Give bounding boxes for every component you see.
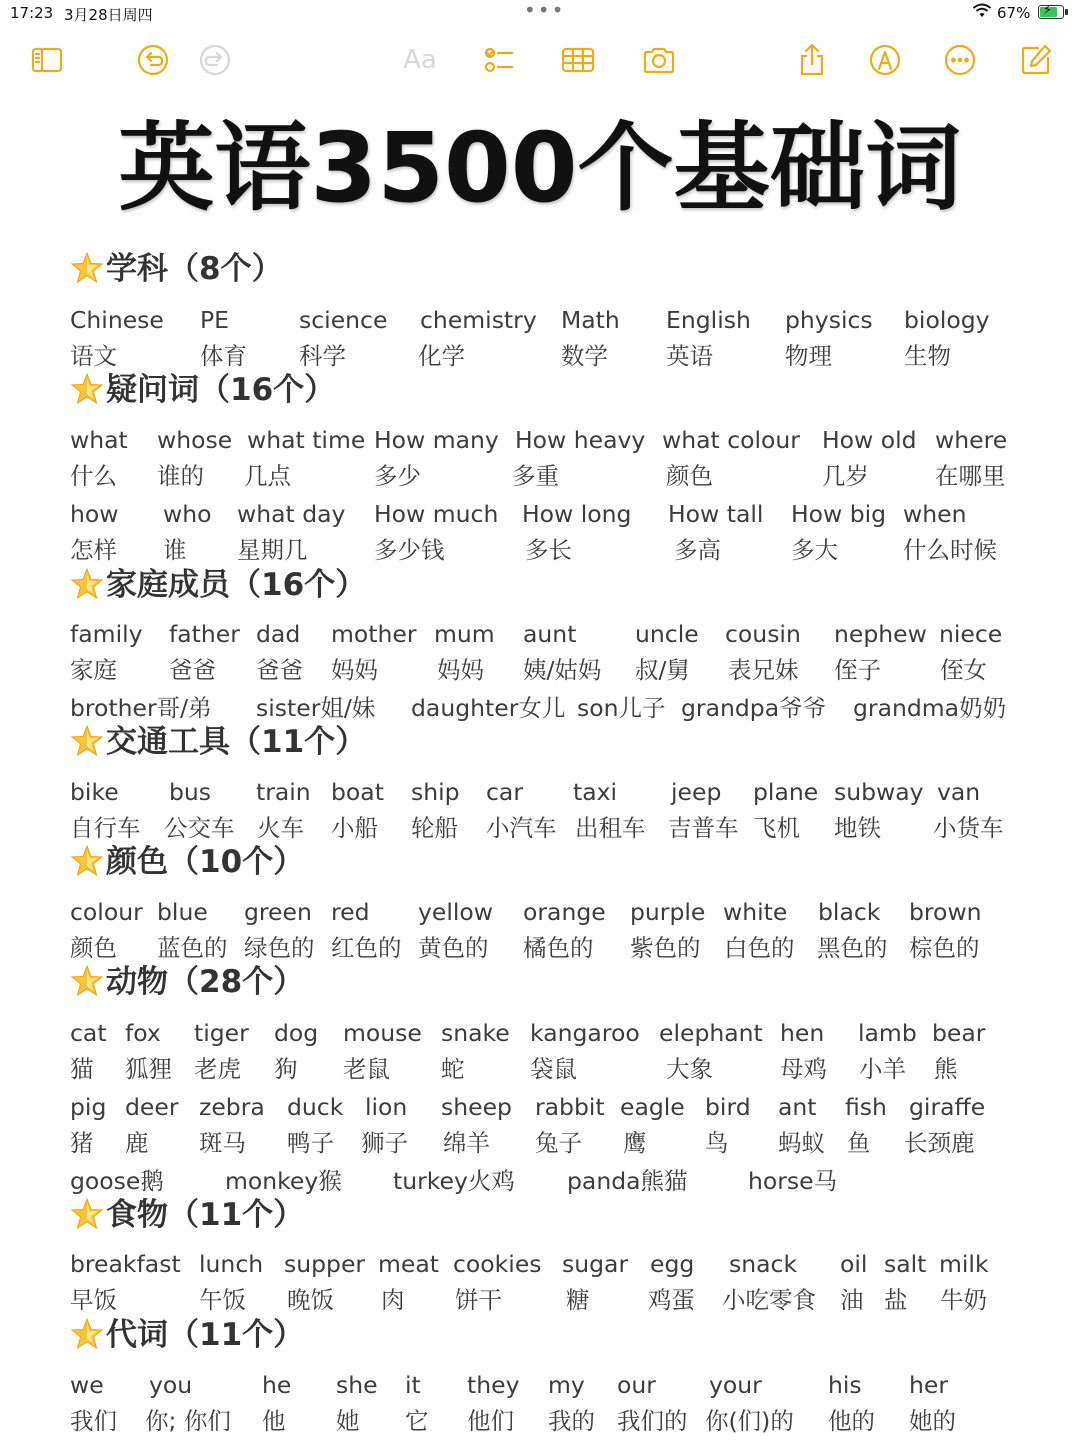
vocab-word: 多少钱: [374, 536, 445, 564]
vocab-word: breakfast: [70, 1250, 181, 1278]
vocab-word: 蚂蚁: [778, 1129, 825, 1157]
vocab-word: 橘色的: [523, 934, 594, 962]
vocab-word: 地铁: [834, 814, 881, 842]
vocab-word: 油: [840, 1286, 864, 1314]
compose-icon[interactable]: [1014, 36, 1058, 84]
vocab-word: bird: [705, 1093, 751, 1121]
vocab-word: whose: [157, 426, 233, 454]
note-toolbar: [0, 36, 1080, 86]
vocab-word: 颜色: [666, 462, 713, 490]
vocab-word: where: [935, 426, 1008, 454]
vocab-word: 侄子: [834, 656, 881, 684]
vocab-word: 爸爸: [169, 656, 216, 684]
vocab-word: 大象: [666, 1055, 713, 1083]
vocab-word: 数学: [561, 342, 608, 370]
vocab-word: 紫色的: [630, 934, 701, 962]
vocab-word: 午饭: [199, 1286, 246, 1314]
vocab-word: 科学: [299, 342, 346, 370]
vocab-word: 多大: [791, 536, 838, 564]
vocab-word: 鸟: [705, 1129, 729, 1157]
vocab-word: mum: [434, 620, 495, 648]
section-heading: [70, 369, 335, 411]
vocab-word: taxi: [573, 778, 618, 806]
vocab-word: mother: [331, 620, 417, 648]
star-icon: [70, 1317, 104, 1351]
vocab-word: grandpa爷爷: [681, 694, 827, 722]
section-heading-text: 家庭成员（16个）: [106, 567, 367, 603]
vocab-word: 物理: [785, 342, 832, 370]
vocab-word: 饼干: [455, 1286, 502, 1314]
vocab-word: 小汽车: [486, 814, 557, 842]
vocab-word: niece: [939, 620, 1003, 648]
vocab-word: 我的: [548, 1407, 595, 1435]
vocab-word: How tall: [668, 500, 764, 528]
vocab-word: 鸭子: [287, 1129, 334, 1157]
vocab-word: 他: [262, 1407, 286, 1435]
vocab-word: 老鼠: [343, 1055, 390, 1083]
section-heading: [70, 961, 304, 1003]
vocab-word: father: [169, 620, 240, 648]
undo-icon[interactable]: [131, 36, 175, 84]
vocab-word: red: [331, 898, 370, 926]
vocab-word: nephew: [834, 620, 927, 648]
vocab-word: oil: [840, 1250, 868, 1278]
vocab-word: 他的: [828, 1407, 875, 1435]
vocab-word: son儿子: [577, 694, 666, 722]
vocab-word: 母鸡: [780, 1055, 827, 1083]
vocab-word: bear: [932, 1019, 986, 1047]
vocab-word: pig: [70, 1093, 107, 1121]
section-heading: [70, 564, 366, 606]
vocab-word: my: [548, 1371, 585, 1399]
vocab-word: 几点: [244, 462, 291, 490]
vocab-word: lion: [365, 1093, 408, 1121]
more-icon[interactable]: [938, 36, 982, 84]
vocab-word: 鹰: [623, 1129, 647, 1157]
vocab-word: English: [666, 306, 751, 334]
vocab-word: 轮船: [411, 814, 458, 842]
checklist-icon[interactable]: [476, 36, 520, 84]
vocab-word: 火车: [257, 814, 304, 842]
section-heading: [70, 248, 283, 290]
vocab-word: deer: [125, 1093, 179, 1121]
vocab-word: snake: [441, 1019, 510, 1047]
vocab-word: 狗: [274, 1055, 298, 1083]
vocab-word: black: [818, 898, 881, 926]
vocab-word: eagle: [620, 1093, 685, 1121]
vocab-word: kangaroo: [530, 1019, 640, 1047]
vocab-word: 吉普车: [668, 814, 739, 842]
vocab-word: his: [828, 1371, 862, 1399]
vocab-word: what time: [247, 426, 366, 454]
status-bar: [0, 0, 1080, 28]
vocab-word: dad: [256, 620, 301, 648]
vocab-word: grandma奶奶: [853, 694, 1007, 722]
vocab-word: who: [163, 500, 212, 528]
vocab-word: 兔子: [535, 1129, 582, 1157]
vocab-word: 袋鼠: [530, 1055, 577, 1083]
vocab-word: PE: [200, 306, 230, 334]
vocab-word: white: [723, 898, 788, 926]
vocab-word: 什么时候: [903, 536, 997, 564]
vocab-word: giraffe: [909, 1093, 986, 1121]
vocab-word: 老虎: [194, 1055, 241, 1083]
markup-icon[interactable]: [863, 36, 907, 84]
vocab-word: 出租车: [575, 814, 646, 842]
section-heading-text: 动物（28个）: [106, 964, 305, 1000]
vocab-word: jeep: [671, 778, 722, 806]
vocab-word: 妈妈: [437, 656, 484, 684]
vocab-word: cousin: [725, 620, 801, 648]
vocab-word: he: [262, 1371, 292, 1399]
vocab-word: 多少: [374, 462, 421, 490]
vocab-word: dog: [274, 1019, 319, 1047]
vocab-word: 白色的: [724, 934, 795, 962]
vocab-word: they: [467, 1371, 520, 1399]
vocab-word: 棕色的: [909, 934, 980, 962]
vocab-word: 肉: [381, 1286, 405, 1314]
vocab-word: car: [486, 778, 523, 806]
vocab-word: How long: [522, 500, 632, 528]
vocab-word: 叔/舅: [635, 656, 690, 684]
vocab-word: fox: [125, 1019, 161, 1047]
vocab-word: turkey火鸡: [393, 1167, 515, 1195]
vocab-word: 自行车: [70, 814, 141, 842]
vocab-word: 小羊: [859, 1055, 906, 1083]
vocab-word: zebra: [199, 1093, 265, 1121]
section-heading-text: 食物（11个）: [106, 1197, 305, 1233]
vocab-word: green: [244, 898, 312, 926]
vocab-word: our: [617, 1371, 656, 1399]
section-heading-text: 代词（11个）: [106, 1317, 305, 1353]
vocab-word: How big: [791, 500, 887, 528]
vocab-word: monkey猴: [225, 1167, 342, 1195]
vocab-word: brother哥/弟: [70, 694, 212, 722]
vocab-word: what: [70, 426, 128, 454]
section-heading: [70, 1194, 304, 1236]
vocab-word: yellow: [418, 898, 494, 926]
vocab-word: How heavy: [515, 426, 646, 454]
vocab-word: meat: [378, 1250, 439, 1278]
vocab-word: 我们: [70, 1407, 117, 1435]
vocab-word: 体育: [200, 342, 247, 370]
vocab-word: physics: [785, 306, 873, 334]
vocab-word: mouse: [343, 1019, 422, 1047]
vocab-word: egg: [650, 1250, 695, 1278]
section-heading: [70, 721, 366, 763]
vocab-word: fish: [845, 1093, 887, 1121]
note-title[interactable]: 英语3500个基础词: [118, 112, 962, 224]
vocab-word: How much: [374, 500, 499, 528]
vocab-word: your: [709, 1371, 762, 1399]
vocab-word: purple: [630, 898, 706, 926]
star-icon: [70, 964, 104, 998]
vocab-word: bike: [70, 778, 119, 806]
vocab-word: what day: [237, 500, 346, 528]
vocab-word: she: [336, 1371, 378, 1399]
table-icon[interactable]: [556, 36, 600, 84]
star-icon: [70, 1197, 104, 1231]
vocab-word: 英语: [666, 342, 713, 370]
vocab-word: it: [405, 1371, 421, 1399]
vocab-word: sister姐/妹: [256, 694, 376, 722]
vocab-word: 怎样: [70, 536, 117, 564]
status-date: 3月28日周四: [64, 6, 153, 24]
vocab-word: colour: [70, 898, 143, 926]
vocab-word: biology: [904, 306, 990, 334]
vocab-word: How many: [374, 426, 499, 454]
vocab-word: 她: [336, 1407, 360, 1435]
vocab-word: train: [256, 778, 311, 806]
vocab-word: 熊: [934, 1055, 958, 1083]
vocab-word: 鱼: [847, 1129, 871, 1157]
format-button[interactable]: Aa: [403, 45, 437, 75]
section-heading: [70, 841, 304, 883]
vocab-word: 侄女: [940, 656, 987, 684]
vocab-word: 化学: [418, 342, 465, 370]
vocab-word: science: [299, 306, 388, 334]
vocab-word: ship: [411, 778, 460, 806]
vocab-word: 糖: [566, 1286, 590, 1314]
vocab-word: 蛇: [441, 1055, 465, 1083]
vocab-word: 谁的: [157, 462, 204, 490]
redo-icon[interactable]: [193, 36, 237, 84]
vocab-word: 什么: [70, 462, 117, 490]
vocab-word: plane: [753, 778, 819, 806]
vocab-word: 盐: [884, 1286, 908, 1314]
vocab-word: when: [903, 500, 967, 528]
vocab-word: supper: [284, 1250, 366, 1278]
vocab-word: daughter女儿: [411, 694, 566, 722]
vocab-word: 家庭: [70, 656, 117, 684]
vocab-word: her: [909, 1371, 949, 1399]
vocab-word: 早饭: [70, 1286, 117, 1314]
vocab-word: brown: [909, 898, 982, 926]
status-time: 17:23: [10, 4, 54, 22]
vocab-word: 斑马: [199, 1129, 246, 1157]
star-icon: [70, 844, 104, 878]
star-icon: [70, 724, 104, 758]
vocab-word: 生物: [904, 342, 951, 370]
vocab-word: chemistry: [420, 306, 537, 334]
vocab-word: 姨/姑妈: [523, 656, 602, 684]
vocab-word: 在哪里: [935, 462, 1006, 490]
vocab-word: family: [70, 620, 143, 648]
vocab-word: 公交车: [164, 814, 235, 842]
vocab-word: How old: [822, 426, 917, 454]
vocab-word: 多长: [525, 536, 572, 564]
vocab-word: you: [149, 1371, 193, 1399]
vocab-word: elephant: [659, 1019, 763, 1047]
vocab-word: Chinese: [70, 306, 164, 334]
vocab-word: lamb: [858, 1019, 917, 1047]
vocab-word: 你(们)的: [705, 1407, 794, 1435]
vocab-word: cookies: [453, 1250, 542, 1278]
vocab-word: tiger: [194, 1019, 249, 1047]
vocab-word: 绵羊: [443, 1129, 490, 1157]
vocab-word: subway: [834, 778, 924, 806]
vocab-word: boat: [331, 778, 384, 806]
vocab-word: 表兄妹: [728, 656, 799, 684]
vocab-word: 我们的: [617, 1407, 688, 1435]
section-heading-text: 疑问词（16个）: [106, 372, 336, 408]
vocab-word: 小船: [331, 814, 378, 842]
vocab-word: duck: [287, 1093, 344, 1121]
vocab-word: 他们: [467, 1407, 514, 1435]
vocab-word: sheep: [441, 1093, 512, 1121]
section-heading-text: 颜色（10个）: [106, 844, 305, 880]
vocab-word: 蓝色的: [157, 934, 228, 962]
vocab-word: 黑色的: [817, 934, 888, 962]
camera-icon[interactable]: [637, 36, 681, 84]
vocab-word: 狮子: [361, 1129, 408, 1157]
sidebar-icon[interactable]: [24, 36, 68, 84]
vocab-word: 它: [405, 1407, 429, 1435]
wifi-icon: [972, 3, 992, 19]
vocab-word: 星期几: [237, 536, 308, 564]
vocab-word: 狐狸: [125, 1055, 172, 1083]
vocab-word: 爸爸: [256, 656, 303, 684]
vocab-word: hen: [780, 1019, 825, 1047]
battery-icon: ⚡: [1038, 5, 1064, 19]
vocab-word: 颜色: [70, 934, 117, 962]
vocab-word: aunt: [523, 620, 577, 648]
vocab-word: 她的: [909, 1407, 956, 1435]
vocab-word: milk: [939, 1250, 989, 1278]
section-heading-text: 学科（8个）: [106, 251, 283, 287]
vocab-word: 鹿: [125, 1129, 149, 1157]
battery-percentage: 67%: [997, 4, 1031, 22]
vocab-word: 长颈鹿: [904, 1129, 975, 1157]
vocab-word: sugar: [562, 1250, 629, 1278]
vocab-word: Math: [561, 306, 620, 334]
vocab-word: what colour: [662, 426, 800, 454]
vocab-word: blue: [157, 898, 208, 926]
vocab-word: goose鹅: [70, 1167, 164, 1195]
vocab-word: uncle: [635, 620, 699, 648]
vocab-word: lunch: [199, 1250, 264, 1278]
vocab-word: 谁: [163, 536, 187, 564]
vocab-word: salt: [884, 1250, 927, 1278]
vocab-word: ant: [778, 1093, 817, 1121]
vocab-word: how: [70, 500, 119, 528]
vocab-word: snack: [729, 1250, 798, 1278]
star-icon: [70, 251, 104, 285]
vocab-word: 鸡蛋: [648, 1286, 695, 1314]
vocab-word: 绿色的: [244, 934, 315, 962]
vocab-word: 多高: [674, 536, 721, 564]
vocab-word: cat: [70, 1019, 107, 1047]
vocab-word: 飞机: [753, 814, 800, 842]
vocab-word: 小货车: [933, 814, 1004, 842]
vocab-word: 妈妈: [331, 656, 378, 684]
vocab-word: 黄色的: [418, 934, 489, 962]
share-icon[interactable]: [790, 36, 834, 84]
section-heading-text: 交通工具（11个）: [106, 724, 367, 760]
vocab-word: van: [937, 778, 981, 806]
vocab-word: 红色的: [331, 934, 402, 962]
section-heading: [70, 1314, 304, 1356]
star-icon: [70, 567, 104, 601]
vocab-word: rabbit: [535, 1093, 605, 1121]
vocab-word: panda熊猫: [567, 1167, 688, 1195]
vocab-word: horse马: [748, 1167, 838, 1195]
vocab-word: bus: [169, 778, 212, 806]
vocab-word: 你; 你们: [145, 1407, 231, 1435]
vocab-word: 小吃零食: [722, 1286, 816, 1314]
vocab-word: 猪: [70, 1129, 94, 1157]
vocab-word: 晚饭: [287, 1286, 334, 1314]
multitasking-dots-icon[interactable]: •••: [524, 0, 566, 22]
vocab-word: we: [70, 1371, 104, 1399]
vocab-word: 语文: [70, 342, 117, 370]
vocab-word: 几岁: [822, 462, 869, 490]
vocab-word: 牛奶: [940, 1286, 987, 1314]
star-icon: [70, 372, 104, 406]
vocab-word: 猫: [70, 1055, 94, 1083]
vocab-word: 多重: [512, 462, 559, 490]
vocab-word: orange: [523, 898, 606, 926]
